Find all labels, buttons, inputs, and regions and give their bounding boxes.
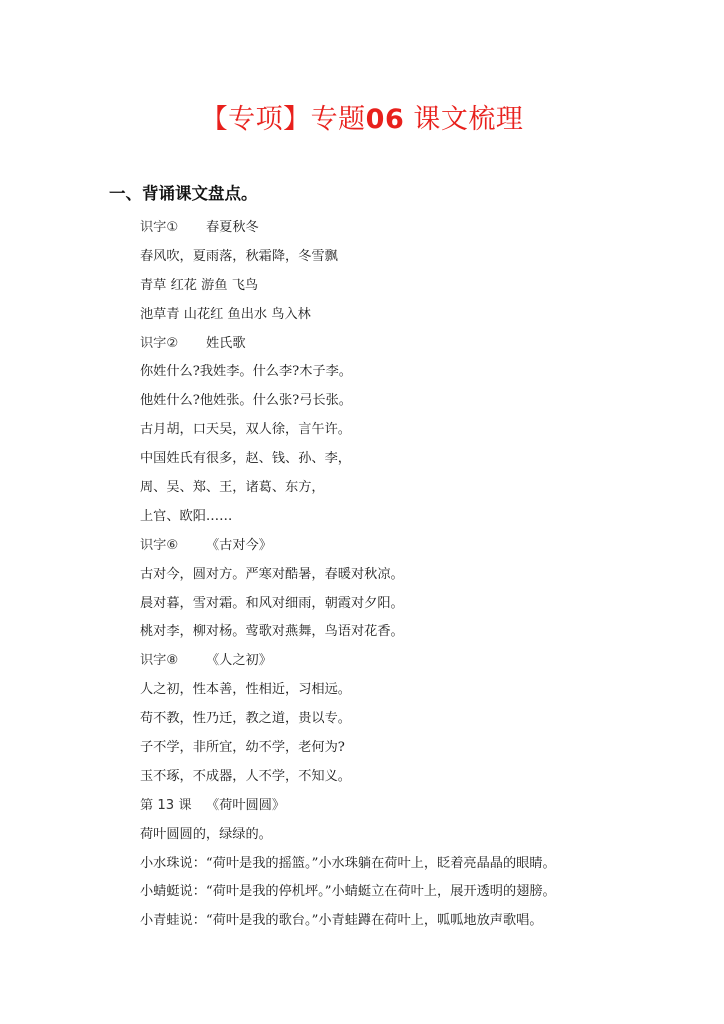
text-line: 子不学，非所宜，幼不学，老何为?: [140, 740, 345, 756]
text-line: 苟不教，性乃迁，教之道，贵以专。: [140, 711, 351, 727]
text-line: 晨对暮，雪对霜。和风对细雨，朝霞对夕阳。: [140, 595, 404, 611]
lesson-title: 《荷叶圆圆》: [206, 797, 286, 813]
text-line: 周、吴、郑、王，诸葛、东方，: [140, 480, 325, 496]
lesson-number: 识字⑥: [140, 537, 179, 553]
text-line: 中国姓氏有很多，赵、钱、孙、李，: [140, 451, 351, 467]
lesson-title: 《古对今》: [206, 537, 272, 553]
text-line: 你姓什么?我姓李。什么李?木子李。: [140, 364, 352, 380]
lesson-label: [140, 532, 700, 561]
text-body: [140, 214, 700, 936]
lesson-label: [140, 792, 700, 821]
lesson-label: [140, 214, 700, 243]
lesson-title: 春夏秋冬: [206, 220, 259, 235]
text-line: 小水珠说：“荷叶是我的摇篮。”小水珠躺在荷叶上，眨着亮晶晶的眼睛。: [140, 855, 556, 871]
text-line: 古对今，圆对方。严寒对酷暑，春暖对秋凉。: [140, 566, 404, 582]
text-line: 人之初，性本善，性相近，习相远。: [140, 682, 351, 698]
lesson-number: 识字①: [140, 220, 179, 235]
text-line: 古月胡，口天吴，双人徐，言午许。: [140, 422, 351, 438]
title-number: 06: [365, 104, 405, 135]
section-heading: 一、背诵课文盘点。: [109, 184, 258, 203]
text-line: 玉不琢，不成器，人不学，不知义。: [140, 768, 351, 784]
lesson-label: [140, 330, 700, 359]
title-prefix: 【专项】专题: [200, 104, 366, 135]
text-line: 青草 红花 游鱼 飞鸟: [140, 277, 259, 293]
lesson-title: 《人之初》: [206, 653, 272, 669]
text-line: 池草青 山花红 鱼出水 鸟入林: [140, 306, 311, 322]
text-line: 他姓什么?他姓张。什么张?弓长张。: [140, 393, 352, 409]
lesson-title: 姓氏歌: [206, 335, 246, 351]
text-line: 桃对李，柳对杨。莺歌对燕舞，鸟语对花香。: [140, 624, 404, 640]
text-line: 上官、欧阳……: [140, 508, 233, 524]
lesson-number: 识字②: [140, 335, 179, 351]
text-line: 小青蛙说：“荷叶是我的歌台。”小青蛙蹲在荷叶上，呱呱地放声歌唱。: [140, 913, 543, 929]
lesson-number: 识字⑧: [140, 653, 179, 669]
lesson-number: 第 13 课: [140, 797, 192, 813]
lesson-label: [140, 647, 700, 676]
text-line: 荷叶圆圆的，绿绿的。: [140, 826, 272, 842]
text-line: 春风吹，夏雨落，秋霜降，冬雪飘: [140, 248, 338, 264]
page-title: [0, 100, 724, 140]
text-line: 小蜻蜓说：“荷叶是我的停机坪。”小蜻蜓立在荷叶上，展开透明的翅膀。: [140, 884, 556, 900]
title-suffix: 课文梳理: [413, 104, 524, 135]
